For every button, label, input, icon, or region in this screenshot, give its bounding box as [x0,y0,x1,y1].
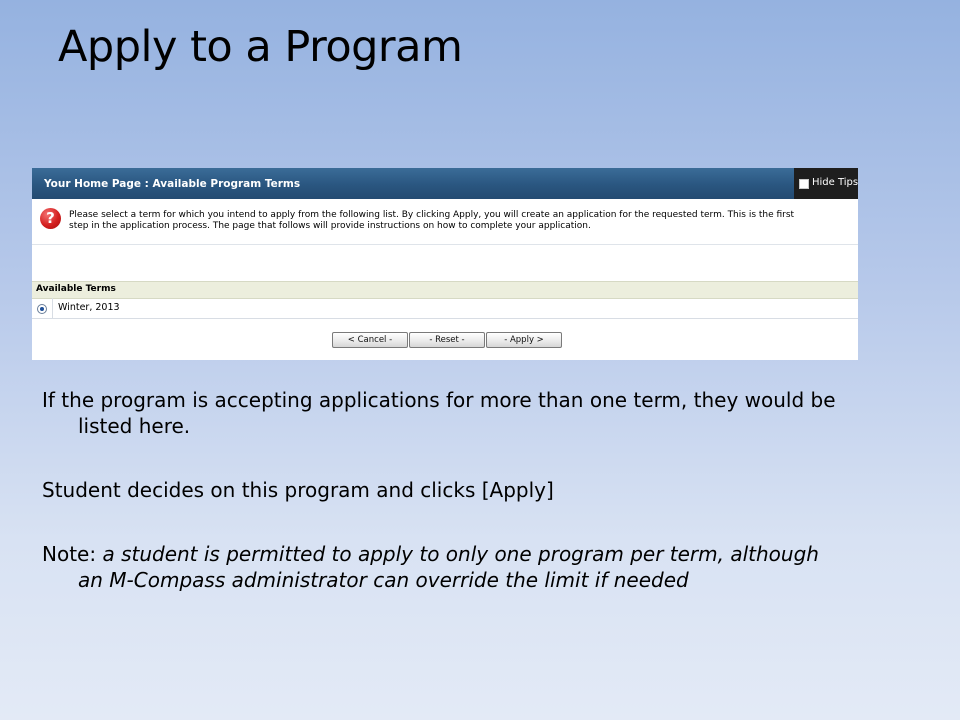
tip-text-line-1: Please select a term for which you intend to apply from the following list. By clicking Apply, you will create an application for the requested term. This is the first [69,210,795,220]
note-label: Note: [42,542,103,566]
note-paragraph [42,541,922,593]
note-text-line-2: an M-Compass administrator can override the limit if needed [78,568,689,592]
explanation-line-1: If the program is accepting applications for more than one term, they would be [42,388,836,412]
cancel-button[interactable]: < Cancel - [332,332,408,348]
tip-row [32,199,858,245]
apply-button[interactable]: - Apply > [486,332,562,348]
student-action-text: Student decides on this program and clicks [Apply] [42,478,554,502]
explanation-line-2: listed here. [78,414,191,438]
explanation-paragraph [42,387,922,439]
hide-tips-toggle[interactable] [794,168,858,199]
available-terms-header [32,281,858,299]
term-radio-cell [32,298,53,318]
program-terms-panel [32,168,858,360]
term-label: Winter, 2013 [58,302,120,313]
reset-button[interactable]: - Reset - [409,332,485,348]
panel-header [32,168,794,199]
term-radio-button[interactable] [37,304,47,314]
tip-text-line-2: step in the application process. The page that follows will provide instructions on how to complete your application. [69,221,591,231]
panel-header-title: Your Home Page : Available Program Terms [44,178,301,190]
term-row[interactable] [32,298,858,319]
available-terms-label: Available Terms [36,284,116,294]
hide-tips-checkbox[interactable] [799,179,809,189]
help-question-icon: ? [40,208,61,229]
slide-title: Apply to a Program [58,22,463,72]
tip-text [69,210,849,232]
hide-tips-label: Hide Tips [812,177,858,188]
note-text-line-1: a student is permitted to apply to only one program per term, although [102,542,819,566]
